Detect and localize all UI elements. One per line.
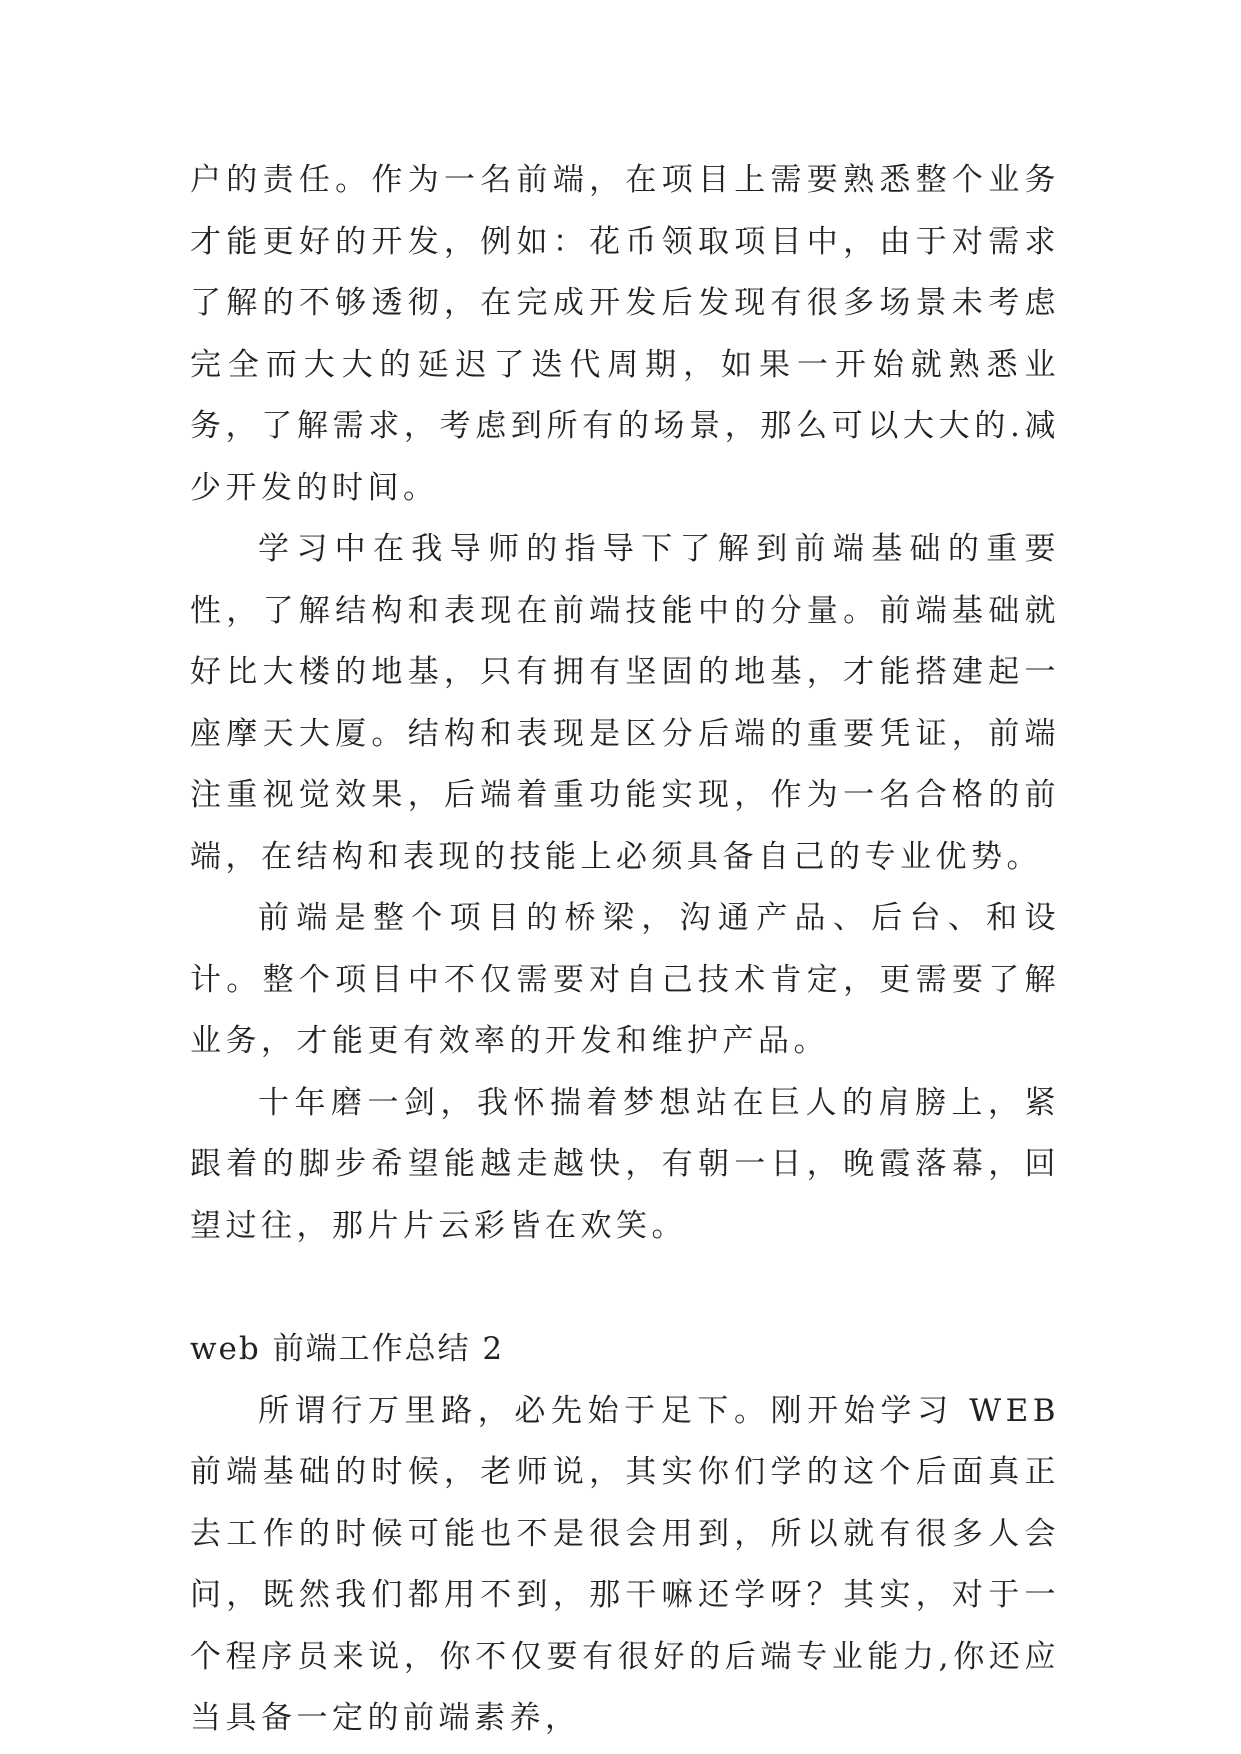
paragraph-ten-years: 十年磨一剑，我怀揣着梦想站在巨人的肩膀上，紧跟着的脚步希望能越走越快，有朝一日，晚霞落幕，回望过往，那片片云彩皆在欢笑。	[190, 1084, 1060, 1244]
document-body	[190, 150, 1060, 1750]
section-heading: web 前端工作总结 2	[190, 1331, 505, 1367]
paragraph-frontend-bridge: 前端是整个项目的桥梁，沟通产品、后台、和设计。整个项目中不仅需要对自己技术肯定，更需要了解业务，才能更有效率的开发和维护产品。	[190, 900, 1060, 1059]
paragraph-first-steps: 所谓行万里路，必先始于足下。刚开始学习 WEB 前端基础的时候，老师说，其实你们学的这个后面真正去工作的时候可能也不是很会用到，所以就有很多人会问，既然我们都用不到，那干嘛还学呀？其实，对于一个程序员来说，你不仅要有很好的后端专业能力,你还应当具备一定的前端素养，	[190, 1392, 1060, 1736]
paragraph-frontend-basics: 学习中在我导师的指导下了解到前端基础的重要性，了解结构和表现在前端技能中的分量。前端基础就好比大楼的地基，只有拥有坚固的地基，才能搭建起一座摩天大厦。结构和表现是区分后端的重要凭证，前端注重视觉效果，后端着重功能实现，作为一名合格的前端，在结构和表现的技能上必须具备自己的专业优势。	[190, 531, 1060, 875]
paragraph-continuation: 户的责任。作为一名前端，在项目上需要熟悉整个业务才能更好的开发，例如：花币领取项目中，由于对需求了解的不够透彻，在完成开发后发现有很多场景未考虑完全而大大的延迟了迭代周期，如果一开始就熟悉业务，了解需求，考虑到所有的场景，那么可以大大的.减少开发的时间。	[190, 162, 1060, 506]
